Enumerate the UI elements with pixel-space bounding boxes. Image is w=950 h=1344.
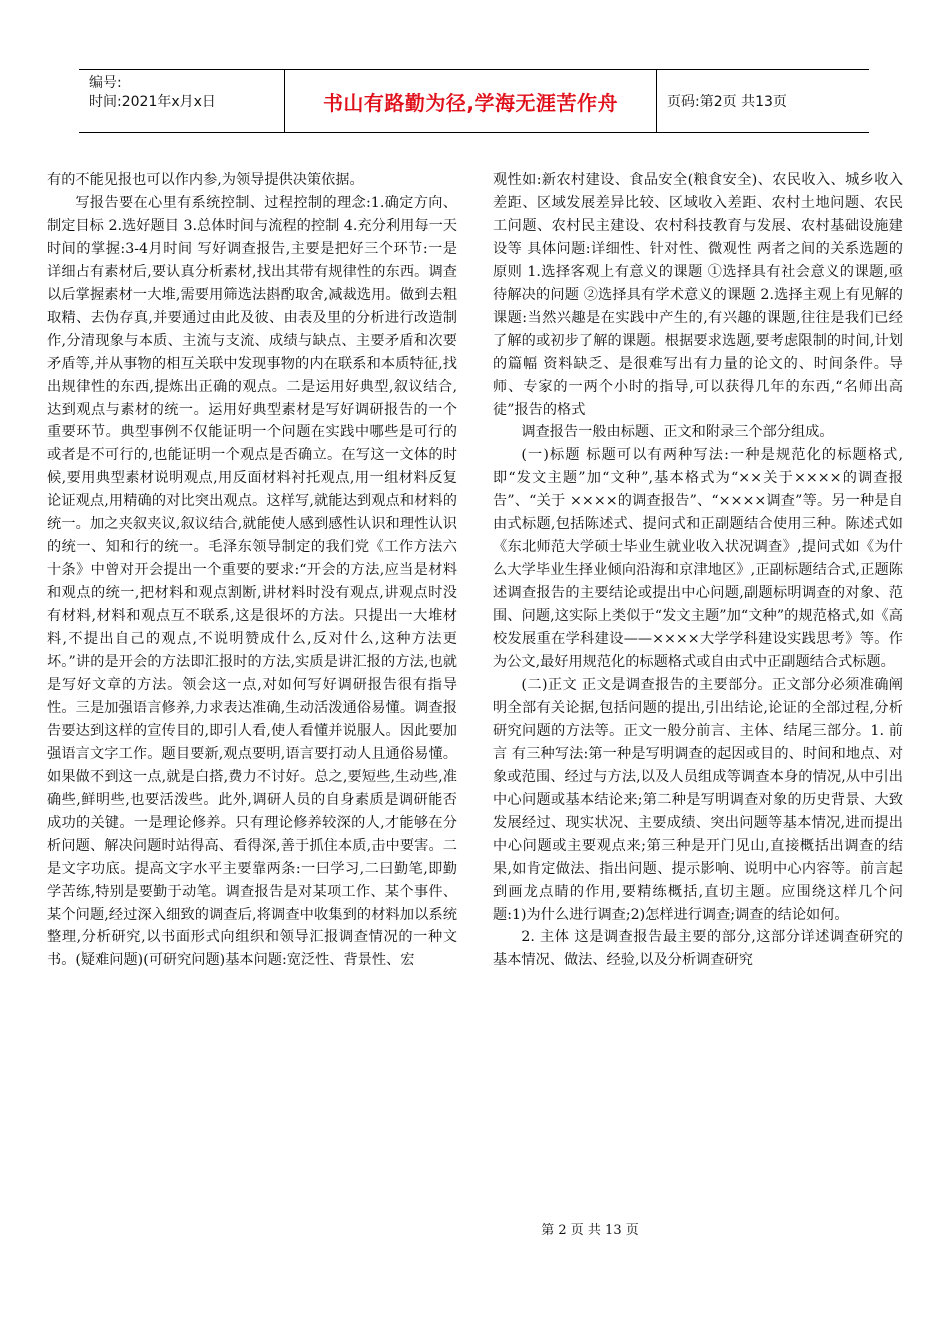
document-number-label: 编号: <box>89 75 122 91</box>
paragraph: 观性如:新农村建设、食品安全(粮食安全)、农民收入、城乡收入差距、区域发展差异比较、区域收入差距、农村土地问题、农民工问题、农村民主建设、农村科技教育与发展、农村基础设施建设等 具体问题:详细性、针对性、微观性 两者之间的关系选题的原则 1.选择客观上有意义的课题 ①选择具有社会意义的课题,亟待解决的问题 ②选择具有学术意义的课题 2.选择主观上有见解的课题:当然兴趣是在实践中产生的,有兴趣的课题,往往是我们已经了解的或初步了解的课题。根据要求选题,要考虑限制的时间,计划的篇幅 资料缺乏、是很难写出有力量的论文的、时间条件。导师、专家的一两个小时的指导,可以获得几年的东西,“名师出高徒”报告的格式 <box>493 172 903 418</box>
document-time: 时间:2021年x月x日 <box>89 94 216 110</box>
header-page-info: 页码:第2页 共13页 <box>667 94 787 110</box>
paragraph: 写报告要在心里有系统控制、过程控制的理念:1.确定方向、制定目标 2.选好题目 3.总体时间与流程的控制 4.充分利用每一天 时间的掌握:3-4月时间 写好调查报告,主要是把好三个环节:一是详细占有素材后,要认真分析素材,找出其带有规律性的东西。调查以后掌握素材一大堆,需要用筛选法斟酌取舍,减裁选用。做到去粗取精、去伪存真,并要通过由此及彼、由表及里的分析进行改造制作,分清现象与本质、主流与支流、成绩与缺点、主要矛盾和次要矛盾等,并从事物的相互关联中发现事物的内在联系和本质特征,找出规律性的东西,提炼出正确的观点。二是运用好典型,叙议结合,达到观点与素材的统一。运用好典型素材是写好调研报告的一个重要环节。典型事例不仅能证明一个问题在实践中哪些是可行的或者是不可行的,也能证明一个观点是否确立。在写这一文体的时候,要用典型素材说明观点,用反面材料衬托观点,用一组材料反复论证观点,用精确的对比突出观点。这样写,就能达到观点和材料的统一。加之夹叙夹议,叙议结合,就能使人感到感性认识和理性认识的统一、知和行的统一。毛泽东领导制定的我们党《工作方法六十条》中曾对开会提出一个重要的要求:“开会的方法,应当是材料和观点的统一,把材料和观点割断,讲材料时没有观点,讲观点时没有材料,材料和观点互不联系,这是很坏的方法。只提出一大堆材料,不提出自己的观点,不说明赞成什么,反对什么,这种方法更坏。”讲的是开会的方法即汇报时的方法,实质是讲汇报的方法,也就是写好文章的方法。领会这一点,对如何写好调研报告很有指导性。三是加强语言修养,力求表达准确,生动活泼通俗易懂。调查报告要达到这样的宣传目的,即引人看,使人看懂并说服人。因此要加强语言文字工作。题目要新,观点要明,语言要打动人且通俗易懂。如果做不到这一点,就是白搭,费力不讨好。总之,要短些,生动些,准确些,鲜明些,也要活泼些。此外,调研人员的自身素质是调研能否成功的关键。一是理论修养。只有理论修养较深的人,才能够在分析问题、解决问题时站得高、看得深,善于抓住本质,击中要害。二是文字功底。提高文字水平主要靠两条:一曰学习,二曰勤笔,即勤学苦练,特别是要勤于动笔。调查报告是对某项工作、某个事件、某个问题,经过深入细致的调查后,将调查中收集到的材料加以系统整理,分析研究,以书面形式向组织和领导汇报调查情况的一种文书。(疑难问题)(可研究问题)基本问题:宽泛性、背景性、宏 <box>47 194 457 969</box>
header-meta <box>79 70 284 132</box>
page-footer: 第 2 页 共 13 页 <box>541 1223 639 1238</box>
right-column <box>493 169 903 972</box>
paragraph: (二)正文 正文是调查报告的主要部分。正文部分必须准确阐明全部有关论据,包括问题的提出,引出结论,论证的全部过程,分析研究问题的方法等。正文一般分前言、主体、结尾三部分。1. 前言 有三种写法:第一种是写明调查的起因或目的、时间和地点、对象或范围、经过与方法,以及人员组成等调查本身的情况,从中引出中心问题或基本结论来;第二种是写明调查对象的历史背景、大致发展经过、现实状况、主要成绩、突出问题等基本情况,进而提出中心问题或主要观点来;第三种是开门见山,直接概括出调查的结果,如肯定做法、指出问题、提示影响、说明中心内容等。前言起到画龙点睛的作用,要精练概括,直切主题。应围绕这样几个问题:1)为什么进行调查;2)怎样进行调查;调查的结论如何。 <box>493 676 903 923</box>
page-header <box>79 69 869 133</box>
left-column <box>47 169 457 972</box>
paragraph: (一)标题 标题可以有两种写法:一种是规范化的标题格式,即“发文主题”加“文种”,基本格式为“××关于××××的调查报告”、“关于 ××××的调查报告”、“××××调查”等。另一种是自由式标题,包括陈述式、提问式和正副题结合使用三种。陈述式如《东北师范大学硕士毕业生就业收入状况调查》,提问式如《为什么大学毕业生择业倾向沿海和京津地区》,正副标题结合式,正题陈述调查报告的主要结论或提出中心问题,副题标明调查的对象、范围、问题,这实际上类似于“发文主题”加“文种”的规范格式,如《高校发展重在学科建设——××××大学学科建设实践思考》等。作为公文,最好用规范化的标题格式或自由式中正副题结合式标题。 <box>493 447 903 671</box>
header-motto: 书山有路勤为径,学海无涯苦作舟 <box>284 70 657 132</box>
paragraph: 调查报告一般由标题、正文和附录三个部分组成。 <box>521 424 834 441</box>
paragraph: 2. 主体 这是调查报告最主要的部分,这部分详述调查研究的基本情况、做法、经验,以及分析调查研究 <box>493 929 903 969</box>
paragraph: 有的不能见报也可以作内参,为领导提供决策依据。 <box>47 172 364 188</box>
